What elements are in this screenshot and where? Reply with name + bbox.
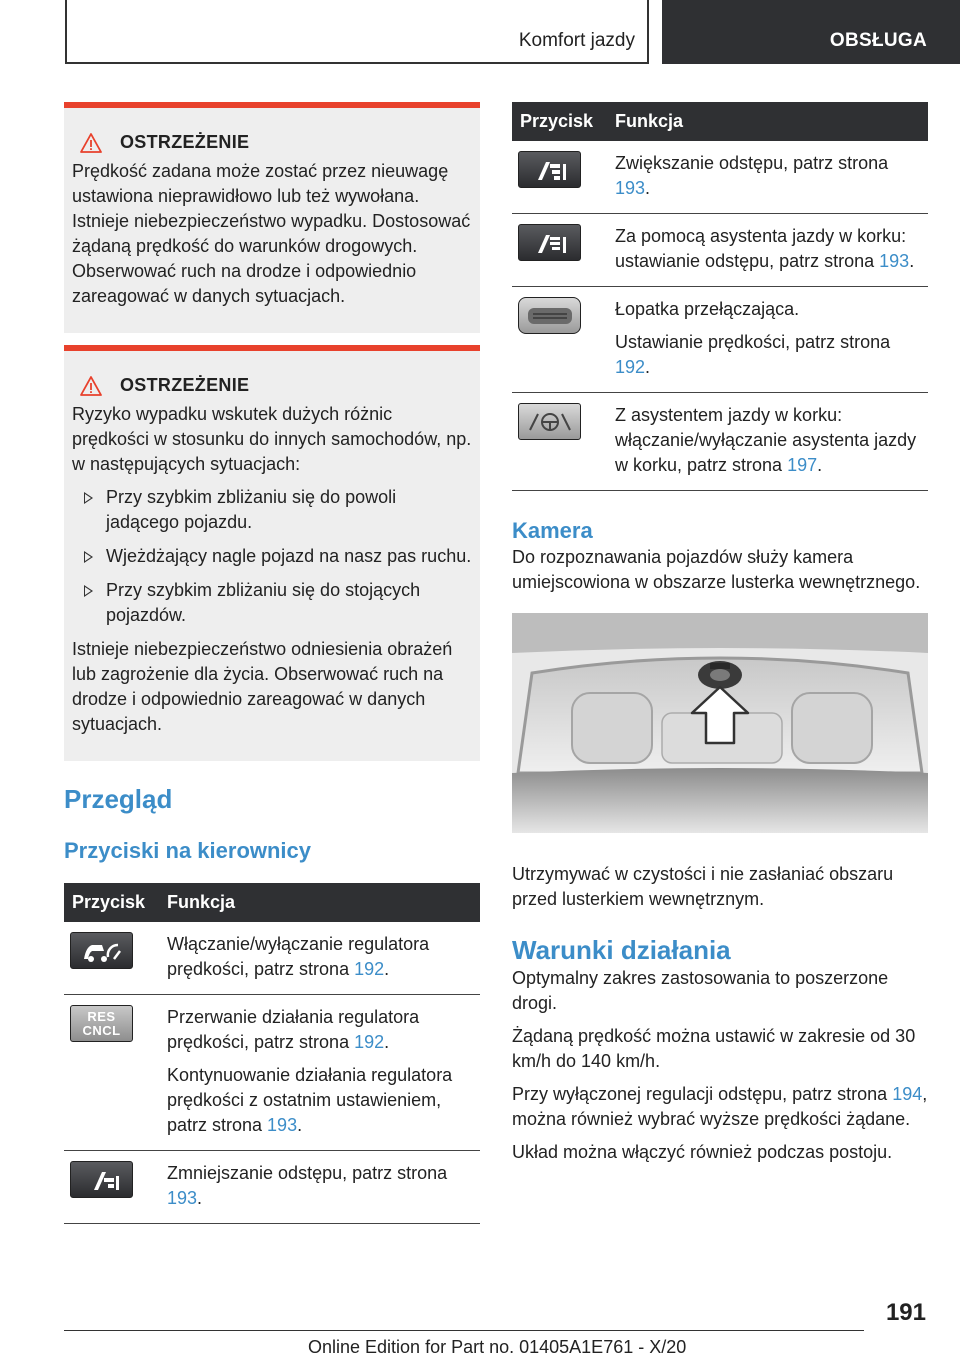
list-item: Przy szybkim zbliżaniu się do powoli jadącego pojazdu. [72, 485, 472, 535]
page-link[interactable]: 192 [354, 959, 385, 979]
rocker-switch-icon [518, 297, 581, 334]
bullet-triangle-icon [84, 585, 93, 597]
column-header-button: Przycisk [512, 102, 607, 141]
left-column [64, 102, 480, 1224]
camera-heading: Kamera [512, 518, 593, 543]
page-number: 191 [885, 1299, 926, 1326]
table-row: Zwiększanie odstępu, patrz strona 193. [512, 141, 928, 214]
distance-increase-icon [518, 151, 581, 188]
warning-outro: Istnieje niebezpieczeństwo odniesienia obrażeń lub zagrożenie dla życia. Obserwować ruch na drodze i odpowiednio zareagować w danych sytuacjach. [72, 639, 453, 734]
function-text: Za pomocą asystenta jazdy w korku: ustawianie odstępu, patrz strona [615, 226, 907, 271]
warning-text: Prędkość zadana może zostać przez nieuwagę ustawiona nieprawidłowo lub też wywołana. Istnieje niebezpieczeństwo wypadku. Dostosować żądaną prędkość do warunków drogowych. Obserwować ruch na drodze i odpowiednio zareagować w danych sytuacjach. [72, 161, 471, 306]
function-text: Łopatka przełączająca. [615, 299, 800, 319]
header-section-box [662, 0, 960, 64]
page-link[interactable]: 193 [615, 178, 646, 198]
camera-text: Do rozpoznawania pojazdów służy kamera umiejscowiona w obszarze lusterka wewnętrznego. [512, 547, 921, 592]
page-link[interactable]: 194 [892, 1084, 923, 1104]
list-item: Przy szybkim zbliżaniu się do stojących pojazdów. [72, 578, 472, 628]
warning-title: OSTRZEŻENIE [120, 132, 250, 152]
warning-box-2 [64, 345, 480, 761]
conditions-heading: Warunki działania [512, 935, 731, 965]
page-link[interactable]: 193 [167, 1188, 198, 1208]
page-link[interactable]: 197 [787, 455, 818, 475]
warning-box-1 [64, 102, 480, 333]
steering-assistant-icon [518, 403, 581, 440]
bullet-triangle-icon [84, 551, 93, 563]
function-text: Przerwanie działania regulatora prędkości, patrz strona [167, 1007, 420, 1052]
conditions-paragraph: Optymalny zakres zastosowania to poszerzone drogi. [512, 968, 889, 1013]
function-text: Zwiększanie odstępu, patrz strona [615, 153, 889, 173]
table-row: Zmniejszanie odstępu, patrz strona 193. [64, 1151, 480, 1224]
function-text: Z asystentem jazdy w korku: włączanie/wyłączanie asystenta jazdy w korku, patrz strona [615, 405, 917, 475]
page-link[interactable]: 192 [615, 357, 646, 377]
column-header-function: Funkcja [159, 883, 480, 922]
bullet-triangle-icon [84, 492, 93, 504]
cruise-control-icon [70, 932, 133, 969]
page-link[interactable]: 193 [879, 251, 910, 271]
table-row: Z asystentem jazdy w korku: włączanie/wyłączanie asystenta jazdy w korku, patrz strona 197. [512, 393, 928, 491]
function-text: Kontynuowanie działania regulatora prędkości z ostatnim ustawieniem, patrz strona [167, 1065, 453, 1135]
warning-bullet-list [72, 485, 472, 628]
function-text: Ustawianie prędkości, patrz strona [615, 332, 891, 352]
steering-buttons-table [64, 883, 480, 1224]
footer-divider [64, 1330, 864, 1331]
table-row: RES CNCL Przerwanie działania regulatora prędkości, patrz strona 192. Kontynuowanie działania regulatora prędkości z ostatnim ustawieniem, patrz strona 193. [64, 995, 480, 1151]
page-link[interactable]: 192 [354, 1032, 385, 1052]
table-row: Łopatka przełączająca. Ustawianie prędkości, patrz strona 192. [512, 287, 928, 393]
section-title: OBSŁUGA [829, 30, 927, 51]
column-header-function: Funkcja [607, 102, 928, 141]
page-link[interactable]: 193 [267, 1115, 298, 1135]
warning-intro: Ryzyko wypadku wskutek dużych różnic prędkości w stosunku do innych samochodów, np. w następujących sytuacjach: [72, 404, 472, 474]
conditions-paragraph: Przy wyłączonej regulacji odstępu, patrz strona 194, można również wybrać wyższe prędkości żądane. [512, 1084, 928, 1129]
res-cncl-icon: RES CNCL [70, 1005, 133, 1042]
footer-edition: Online Edition for Part no. 01405A1E761 - X/20 [308, 1337, 687, 1357]
warning-triangle-icon [80, 376, 102, 396]
warning-triangle-icon [80, 133, 102, 153]
conditions-paragraph: Żądaną prędkość można ustawić w zakresie od 30 km/h do 140 km/h. [512, 1026, 916, 1071]
table-row: Za pomocą asystenta jazdy w korku: ustawianie odstępu, patrz strona 193. [512, 214, 928, 287]
conditions-paragraph: Układ można włączyć również podczas postoju. [512, 1142, 893, 1162]
camera-location-illustration [512, 613, 928, 833]
buttons-subheading: Przyciski na kierownicy [64, 838, 312, 863]
camera-caption: Utrzymywać w czystości i nie zasłaniać obszaru przed lusterkiem wewnętrznym. [512, 864, 894, 909]
column-header-button: Przycisk [64, 883, 159, 922]
function-text: Zmniejszanie odstępu, patrz strona [167, 1163, 448, 1183]
chapter-title: Komfort jazdy [518, 30, 635, 51]
right-column [512, 102, 928, 1165]
overview-heading: Przegląd [64, 784, 173, 814]
traffic-jam-distance-icon [518, 224, 581, 261]
distance-decrease-icon [70, 1161, 133, 1198]
table-row: Włączanie/wyłączanie regulatora prędkości, patrz strona 192. [64, 922, 480, 995]
warning-title: OSTRZEŻENIE [120, 375, 250, 395]
steering-buttons-table-continued [512, 102, 928, 491]
header-chapter-box [65, 0, 649, 64]
list-item: Wjeżdżający nagle pojazd na nasz pas ruchu. [72, 544, 472, 569]
function-text: Włączanie/wyłączanie regulatora prędkości, patrz strona [167, 934, 430, 979]
